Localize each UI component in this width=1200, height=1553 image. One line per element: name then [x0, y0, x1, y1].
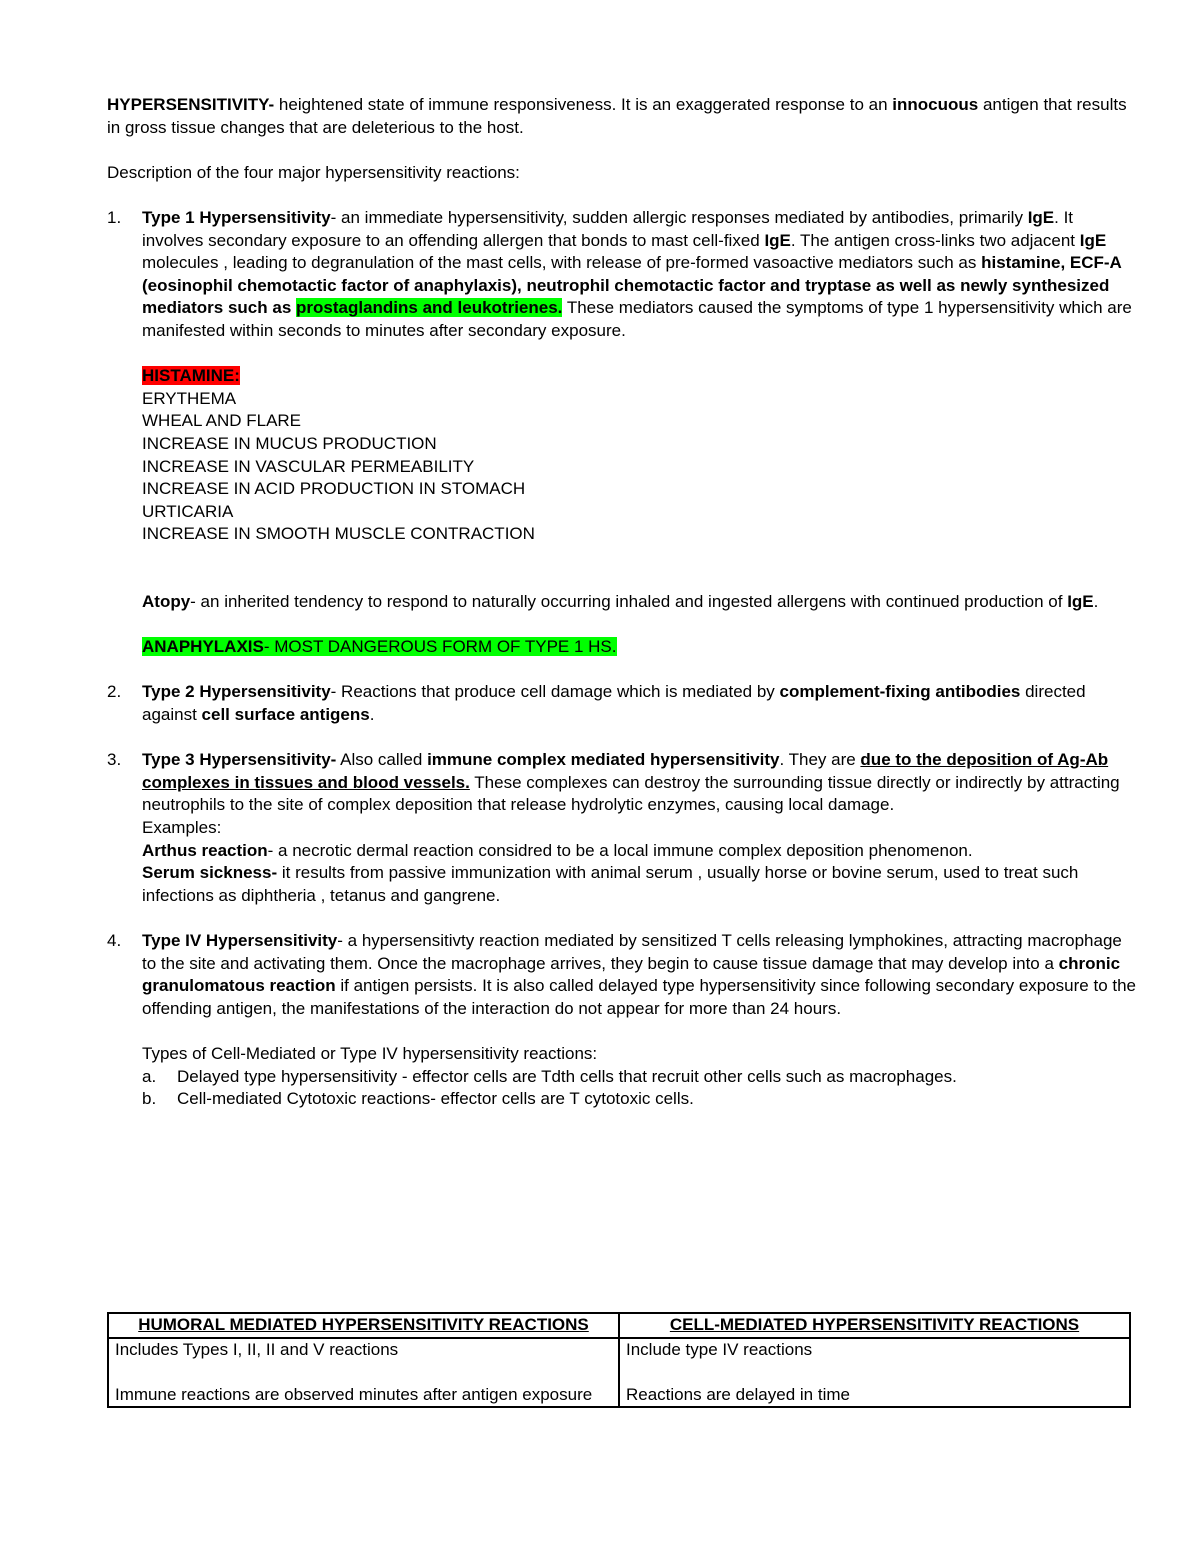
type1-title: Type 1 Hypersensitivity	[142, 207, 331, 227]
list-item: WHEAL AND FLARE	[142, 411, 302, 431]
atopy-term: Atopy	[142, 592, 191, 612]
example-serum-sickness: Serum sickness- it results from passive immunization with animal serum , usually horse or bovine serum, used to treat such infections as diphtheria , tetanus and gangrene.	[142, 863, 1079, 905]
intro-term: HYPERSENSITIVITY-	[107, 95, 275, 114]
list-item: ERYTHEMA	[142, 388, 237, 408]
table-header-row	[108, 1313, 1130, 1338]
histamine-heading: HISTAMINE:	[142, 366, 240, 386]
type4-text: Type IV Hypersensitivity- a hypersensitivty reaction mediated by sensitized T cells releasing lymphokines, attracting macrophage to the site and activating them. Once the macrophage arrives, they begin to cause tissue damage that may develop into a chronic granulomatous reaction if antigen persists. It is also called delayed type hypersensitivity since following secondary exposure to the offending antigen, the manifestations of the interaction do not appear for more than 24 hours.	[142, 930, 1137, 1018]
table-header: HUMORAL MEDIATED HYPERSENSITIVITY REACTIONS	[108, 1313, 619, 1338]
type2-item	[107, 681, 1137, 726]
type4-item	[107, 930, 1137, 1111]
anaphylaxis-line: ANAPHYLAXIS- MOST DANGEROUS FORM OF TYPE 1 HS.	[142, 637, 617, 657]
document-body	[107, 94, 1137, 1111]
examples-label: Examples:	[142, 818, 222, 837]
comparison-table	[107, 1312, 1131, 1408]
type3-text: Type 3 Hypersensitivity- Also called immune complex mediated hypersensitivity. They are due to the deposition of Ag-Ab complexes in tissues and blood vessels. These complexes can destroy the surrounding tissue directly or indirectly by attracting neutrophils to the site of complex deposition that release hydrolytic enzymes, causing local damage.	[142, 750, 1120, 815]
table-cell: Include type IV reactions Reactions are delayed in time	[619, 1338, 1130, 1408]
histamine-effects-list	[142, 388, 1137, 546]
item-number: 4.	[107, 930, 122, 950]
sub-item: b. Cell-mediated Cytotoxic reactions- effector cells are T cytotoxic cells.	[142, 1089, 694, 1109]
type4-title: Type IV Hypersensitivity	[142, 930, 338, 950]
type2-title: Type 2 Hypersensitivity	[142, 682, 331, 702]
type2-text: Type 2 Hypersensitivity- Reactions that produce cell damage which is mediated by complement-fixing antibodies directed against cell surface antigens.	[142, 682, 1086, 725]
table-cell: Includes Types I, II, II and V reactions Immune reactions are observed minutes after antigen exposure	[108, 1338, 619, 1408]
atopy-paragraph: Atopy- an inherited tendency to respond to naturally occurring inhaled and ingested allergens with continued production of IgE.	[142, 592, 1099, 612]
item-number: 1.	[107, 207, 122, 227]
list-item: INCREASE IN SMOOTH MUSCLE CONTRACTION	[142, 524, 535, 544]
type3-item	[107, 749, 1137, 907]
highlight-green: prostaglandins and leukotrienes.	[296, 298, 563, 318]
item-number: 2.	[107, 682, 122, 702]
description-line: Description of the four major hypersensitivity reactions:	[107, 162, 520, 182]
table-header: CELL-MEDIATED HYPERSENSITIVITY REACTIONS	[619, 1313, 1130, 1338]
example-arthus: Arthus reaction- a necrotic dermal reaction considred to be a local immune complex deposition phenomenon.	[142, 840, 973, 860]
table-row	[108, 1338, 1130, 1408]
type1-item	[107, 207, 1137, 659]
list-item: INCREASE IN ACID PRODUCTION IN STOMACH	[142, 479, 526, 499]
list-item: INCREASE IN VASCULAR PERMEABILITY	[142, 456, 475, 476]
intro-paragraph: HYPERSENSITIVITY- heightened state of immune responsiveness. It is an exaggerated response to an innocuous antigen that results in gross tissue changes that are deleterious to the host.	[107, 95, 1127, 137]
item-number: 3.	[107, 750, 122, 770]
sub-item: a. Delayed type hypersensitivity - effector cells are Tdth cells that recruit other cells such as macrophages.	[142, 1066, 957, 1086]
type3-title: Type 3 Hypersensitivity-	[142, 750, 337, 770]
type4-types-heading: Types of Cell-Mediated or Type IV hypersensitivity reactions:	[142, 1043, 598, 1063]
type1-text: Type 1 Hypersensitivity- an immediate hypersensitivity, sudden allergic responses mediated by antibodies, primarily IgE. It involves secondary exposure to an offending allergen that bonds to mast cell-fixed IgE. The antigen cross-links two adjacent IgE molecules , leading to degranulation of the mast cells, with release of pre-formed vasoactive mediators such as histamine, ECF-A (eosinophil chemotactic factor of anaphylaxis), neutrophil chemotactic factor and tryptase as well as newly synthesized mediators such as prostaglandins and leukotrienes. These mediators caused the symptoms of type 1 hypersensitivity which are manifested within seconds to minutes after secondary exposure.	[142, 207, 1132, 340]
list-item: INCREASE IN MUCUS PRODUCTION	[142, 433, 437, 453]
list-item: URTICARIA	[142, 501, 234, 521]
